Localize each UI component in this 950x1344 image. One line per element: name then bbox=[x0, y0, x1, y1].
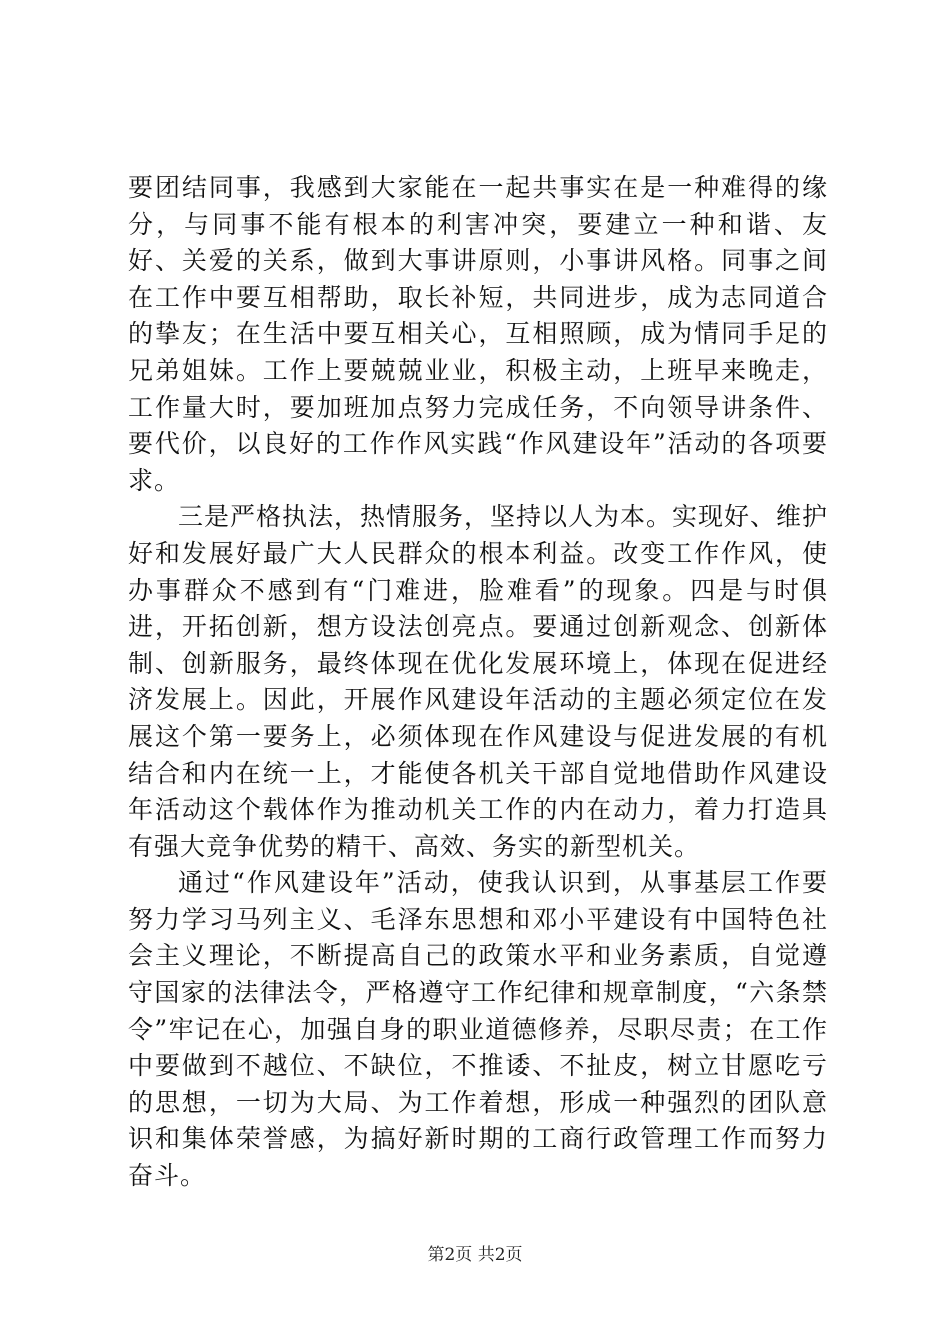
paragraph-3: 通过“作风建设年”活动，使我认识到，从事基层工作要努力学习马列主义、毛泽东思想和邓小平建设有中国特色社会主义理论，不断提高自己的政策水平和业务素质，自觉遵守国家的法律法令，严格遵守工作纪律和规章制度，“六条禁令”牢记在心，加强自身的职业道德修养，尽职尽责；在工作中要做到不越位、不缺位，不推诿、不扯皮，树立甘愿吃亏的思想，一切为大局、为工作着想，形成一种强烈的团队意识和集体荣誉感，为搞好新时期的工商行政管理工作而努力奋斗。 bbox=[128, 868, 828, 1191]
paragraph-2: 三是严格执法，热情服务，坚持以人为本。实现好、维护好和发展好最广大人民群众的根本利益。改变工作作风，使办事群众不感到有“门难进，脸难看”的现象。四是与时俱进，开拓创新，想方设法创亮点。要通过创新观念、创新体制、创新服务，最终体现在优化发展环境上，体现在促进经济发展上。因此，开展作风建设年活动的主题必须定位在发展这个第一要务上，必须体现在作风建设与促进发展的有机结合和内在统一上，才能使各机关干部自觉地借助作风建设年活动这个载体作为推动机关工作的内在动力，着力打造具有强大竞争优势的精干、高效、务实的新型机关。 bbox=[128, 502, 829, 861]
document-body bbox=[128, 170, 828, 1195]
page-footer: 第2页 共2页 bbox=[427, 1245, 523, 1265]
paragraph-1: 要团结同事，我感到大家能在一起共事实在是一种难得的缘分，与同事不能有根本的利害冲突，要建立一种和谐、友好、关爱的关系，做到大事讲原则，小事讲风格。同事之间在工作中要互相帮助，取长补短，共同进步，成为志同道合的挚友；在生活中要互相关心，互相照顾，成为情同手足的兄弟姐妹。工作上要兢兢业业，积极主动，上班早来晚走，工作量大时，要加班加点努力完成任务，不向领导讲条件、要代价，以良好的工作作风实践“作风建设年”活动的各项要求。 bbox=[128, 173, 828, 495]
